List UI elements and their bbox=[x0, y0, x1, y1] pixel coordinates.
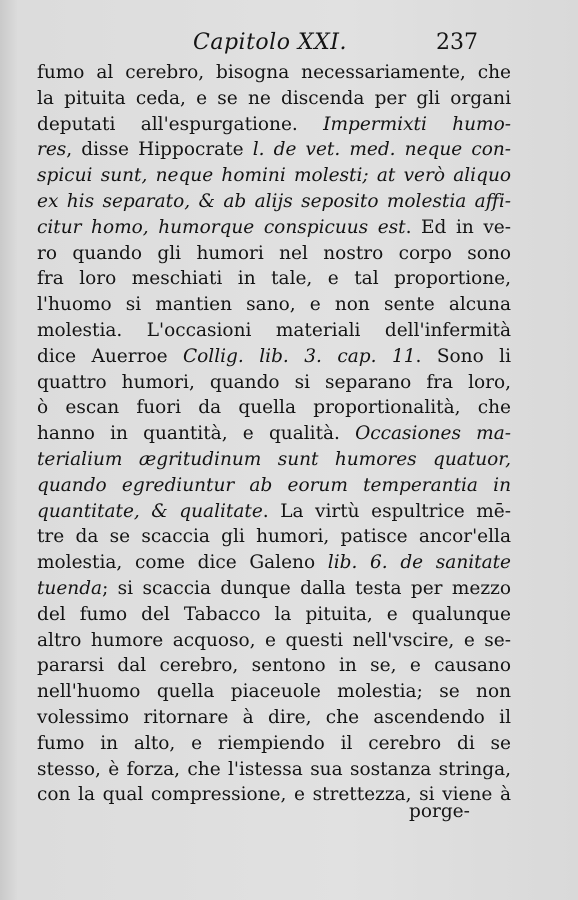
roman-text: ro quando gli humori nel nostro corpo sono bbox=[37, 242, 511, 264]
roman-text: ; si scaccia dunque dalla testa per mezzo bbox=[102, 577, 511, 599]
text-line bbox=[37, 163, 511, 189]
text-line bbox=[37, 757, 511, 783]
italic-text: lib. 6. de sanitate bbox=[327, 552, 512, 574]
roman-text: la pituita ceda, e se ne discenda per gli organi bbox=[37, 87, 511, 109]
roman-text: con la qual compressione, e strettezza, si viene à bbox=[37, 784, 511, 806]
roman-text: . Ed in ve- bbox=[405, 216, 511, 238]
roman-text: deputati all'espurgatione. bbox=[37, 113, 324, 135]
text-line bbox=[37, 292, 511, 318]
body-text bbox=[37, 60, 511, 808]
roman-text: l'huomo si mantien sano, e non sente alcuna bbox=[37, 294, 511, 316]
text-line bbox=[37, 550, 511, 576]
text-line bbox=[37, 679, 511, 705]
roman-text: volessimo ritornare à dire, che ascendendo il bbox=[37, 706, 511, 728]
page-number: 237 bbox=[436, 30, 478, 55]
italic-text: l. de vet. med. neque con- bbox=[252, 139, 511, 161]
catchword: porge- bbox=[409, 801, 470, 822]
roman-text: , disse Hippocrate bbox=[66, 139, 253, 161]
text-line bbox=[37, 266, 511, 292]
roman-text: stesso, è forza, che l'istessa sua sostanza stringa, bbox=[37, 758, 511, 780]
text-line bbox=[37, 344, 511, 370]
text-line bbox=[37, 628, 511, 654]
italic-text: quantitate, & qualitate bbox=[37, 500, 263, 522]
italic-text: Collig. lib. 3. cap. 11 bbox=[183, 345, 416, 367]
text-line bbox=[37, 705, 511, 731]
text-line bbox=[37, 137, 511, 163]
text-line bbox=[37, 395, 511, 421]
text-line bbox=[37, 112, 511, 138]
roman-text: ò escan fuori da quella proportionalità, che bbox=[37, 397, 511, 419]
roman-text: nell'huomo quella piaceuole molestia; se non bbox=[37, 681, 511, 703]
text-line bbox=[37, 189, 511, 215]
text-line bbox=[37, 86, 511, 112]
text-line bbox=[37, 653, 511, 679]
italic-text: spicui sunt, neque homini molesti; at verò aliquo bbox=[37, 165, 511, 187]
text-line bbox=[37, 524, 511, 550]
text-line bbox=[37, 499, 511, 525]
text-line bbox=[37, 215, 511, 241]
text-line bbox=[37, 447, 511, 473]
roman-text: . La virtù espultrice mē- bbox=[262, 500, 512, 522]
italic-text: Impermixti humo- bbox=[323, 113, 511, 135]
roman-text: quattro humori, quando si separano fra loro, bbox=[37, 371, 511, 393]
roman-text: fumo in alto, e riempiendo il cerebro di se bbox=[37, 732, 511, 754]
text-line bbox=[37, 731, 511, 757]
italic-text: Occasiones ma- bbox=[355, 423, 511, 445]
text-line bbox=[37, 602, 511, 628]
italic-text: quando egrediuntur ab eorum temperantia in bbox=[37, 474, 511, 496]
text-line bbox=[37, 576, 511, 602]
running-header bbox=[0, 30, 578, 60]
roman-text: pararsi dal cerebro, sentono in se, e causano bbox=[37, 655, 511, 677]
chapter-heading: Capitolo XXI. bbox=[193, 30, 347, 55]
roman-text: altro humore acquoso, e questi nell'vscire, e se- bbox=[37, 629, 511, 651]
text-line bbox=[37, 421, 511, 447]
text-line bbox=[37, 60, 511, 86]
roman-text: molestia, come dice Galeno bbox=[37, 552, 328, 574]
italic-text: terialium ægritudinum sunt humores quatuor, bbox=[37, 448, 511, 470]
roman-text: hanno in quantità, e qualità. bbox=[37, 423, 356, 445]
italic-text: citur homo, humorque conspicuus est bbox=[37, 216, 406, 238]
text-line bbox=[37, 318, 511, 344]
roman-text: dice Auerroe bbox=[37, 345, 183, 367]
text-line bbox=[37, 370, 511, 396]
text-line bbox=[37, 241, 511, 267]
roman-text: molestia. L'occasioni materiali dell'infermità bbox=[37, 319, 511, 341]
italic-text: tuenda bbox=[37, 577, 103, 599]
roman-text: tre da se scaccia gli humori, patisce ancor'ella bbox=[37, 526, 511, 548]
roman-text: fumo al cerebro, bisogna necessariamente, che bbox=[37, 62, 511, 83]
roman-text: . Sono li bbox=[415, 345, 512, 367]
roman-text: del fumo del Tabacco la pituita, e qualunque bbox=[37, 603, 511, 625]
italic-text: res bbox=[37, 139, 67, 161]
italic-text: ex his separato, & ab alijs seposito molestia affi- bbox=[37, 190, 511, 212]
text-line bbox=[37, 473, 511, 499]
roman-text: fra loro meschiati in tale, e tal proportione, bbox=[37, 268, 511, 290]
